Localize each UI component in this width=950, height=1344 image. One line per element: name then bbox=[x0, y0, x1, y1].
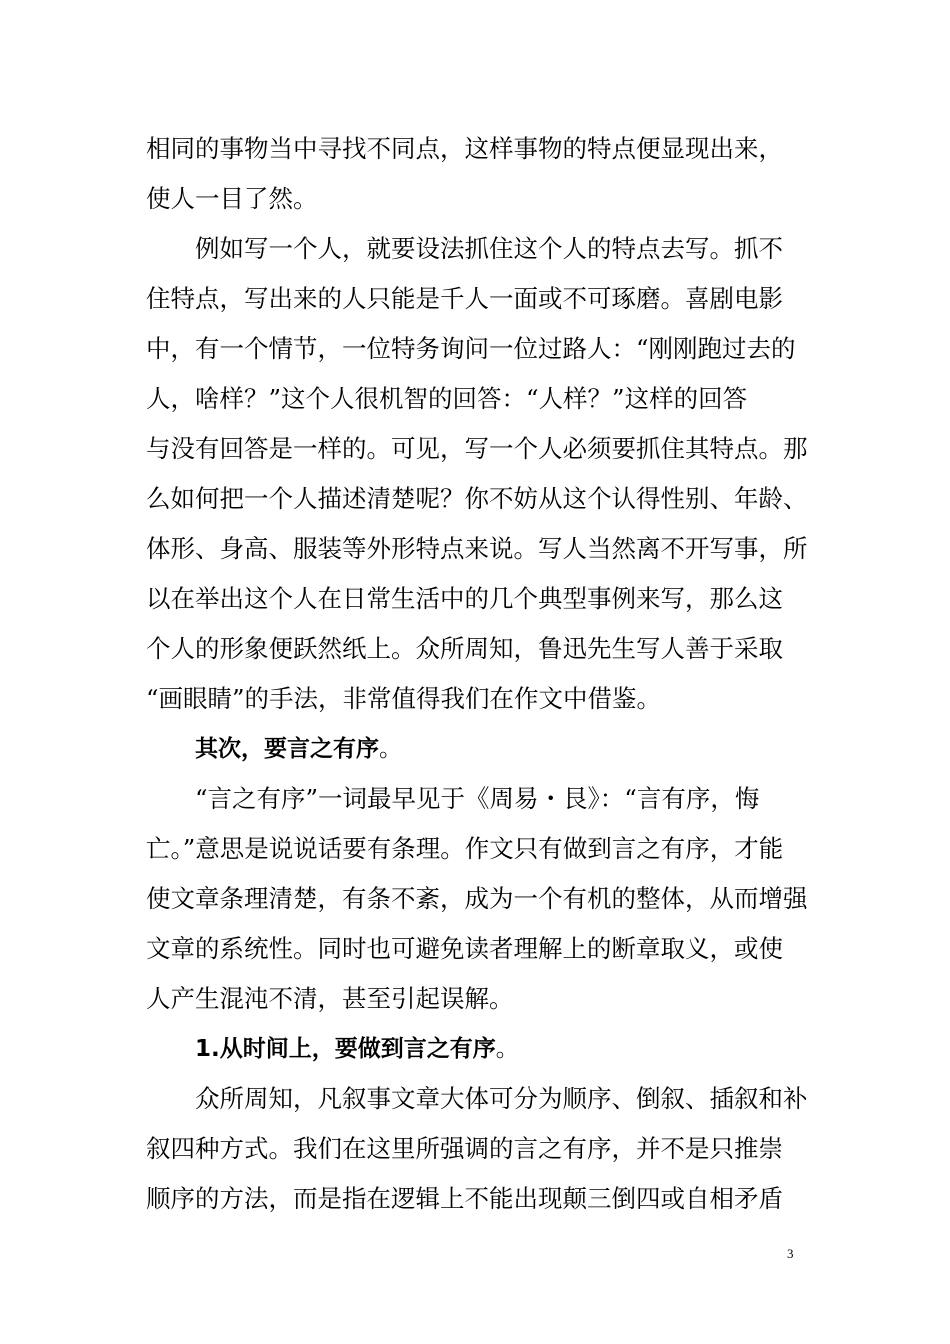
paragraph-line: 与没有回答是一样的。可见，写一个人必须要抓住其特点。那 bbox=[146, 434, 808, 463]
paragraph-line: 人，啥样？”这个人很机智的回答：“人样？”这样的回答 bbox=[146, 384, 748, 413]
paragraph-line: 人产生混沌不清，甚至引起误解。 bbox=[146, 984, 514, 1013]
paragraph-line: 个人的形象便跃然纸上。众所周知，鲁迅先生写人善于采取 bbox=[146, 634, 783, 663]
section-heading bbox=[195, 734, 402, 764]
paragraph-line: 体形、身高、服装等外形特点来说。写人当然离不开写事，所 bbox=[146, 534, 808, 563]
paragraph-line: 众所周知，凡叙事文章大体可分为顺序、倒叙、插叙和补 bbox=[195, 1084, 808, 1113]
paragraph-line: 么如何把一个人描述清楚呢？你不妨从这个认得性别、年龄、 bbox=[146, 484, 808, 513]
paragraph-line: 住特点，写出来的人只能是千人一面或不可琢磨。喜剧电影 bbox=[146, 284, 783, 313]
paragraph-line: “言之有序”一词最早见于《周易・艮》：“言有序，悔 bbox=[195, 784, 760, 813]
paragraph-line: 例如写一个人，就要设法抓住这个人的特点去写。抓不 bbox=[195, 234, 783, 263]
page-number: 3 bbox=[787, 1246, 794, 1261]
paragraph-line: 使人一目了然。 bbox=[146, 184, 318, 213]
paragraph-line: 中，有一个情节，一位特务询问一位过路人：“刚刚跑过去的 bbox=[146, 334, 796, 363]
paragraph-line: 顺序的方法，而是指在逻辑上不能出现颠三倒四或自相矛盾 bbox=[146, 1184, 783, 1213]
paragraph-line: 叙四种方式。我们在这里所强调的言之有序，并不是只推崇 bbox=[146, 1134, 783, 1163]
section-heading-text: 其次，要言之有序 bbox=[195, 736, 379, 762]
paragraph-line: “画眼睛”的手法，非常值得我们在作文中借鉴。 bbox=[146, 684, 662, 713]
section-heading-punct: 。 bbox=[379, 736, 402, 762]
paragraph-line: 相同的事物当中寻找不同点，这样事物的特点便显现出来， bbox=[146, 134, 783, 163]
paragraph-line: 以在举出这个人在日常生活中的几个典型事例来写，那么这 bbox=[146, 584, 783, 613]
subsection-heading bbox=[195, 1034, 519, 1064]
paragraph-line: 亡。”意思是说说话要有条理。作文只有做到言之有序，才能 bbox=[146, 834, 784, 863]
paragraph-line: 文章的系统性。同时也可避免读者理解上的断章取义，或使 bbox=[146, 934, 783, 963]
subsection-heading-punct: 。 bbox=[495, 1036, 519, 1062]
paragraph-line: 使文章条理清楚，有条不紊，成为一个有机的整体，从而增强 bbox=[146, 884, 808, 913]
subsection-heading-text: 1.从时间上，要做到言之有序 bbox=[195, 1036, 496, 1062]
